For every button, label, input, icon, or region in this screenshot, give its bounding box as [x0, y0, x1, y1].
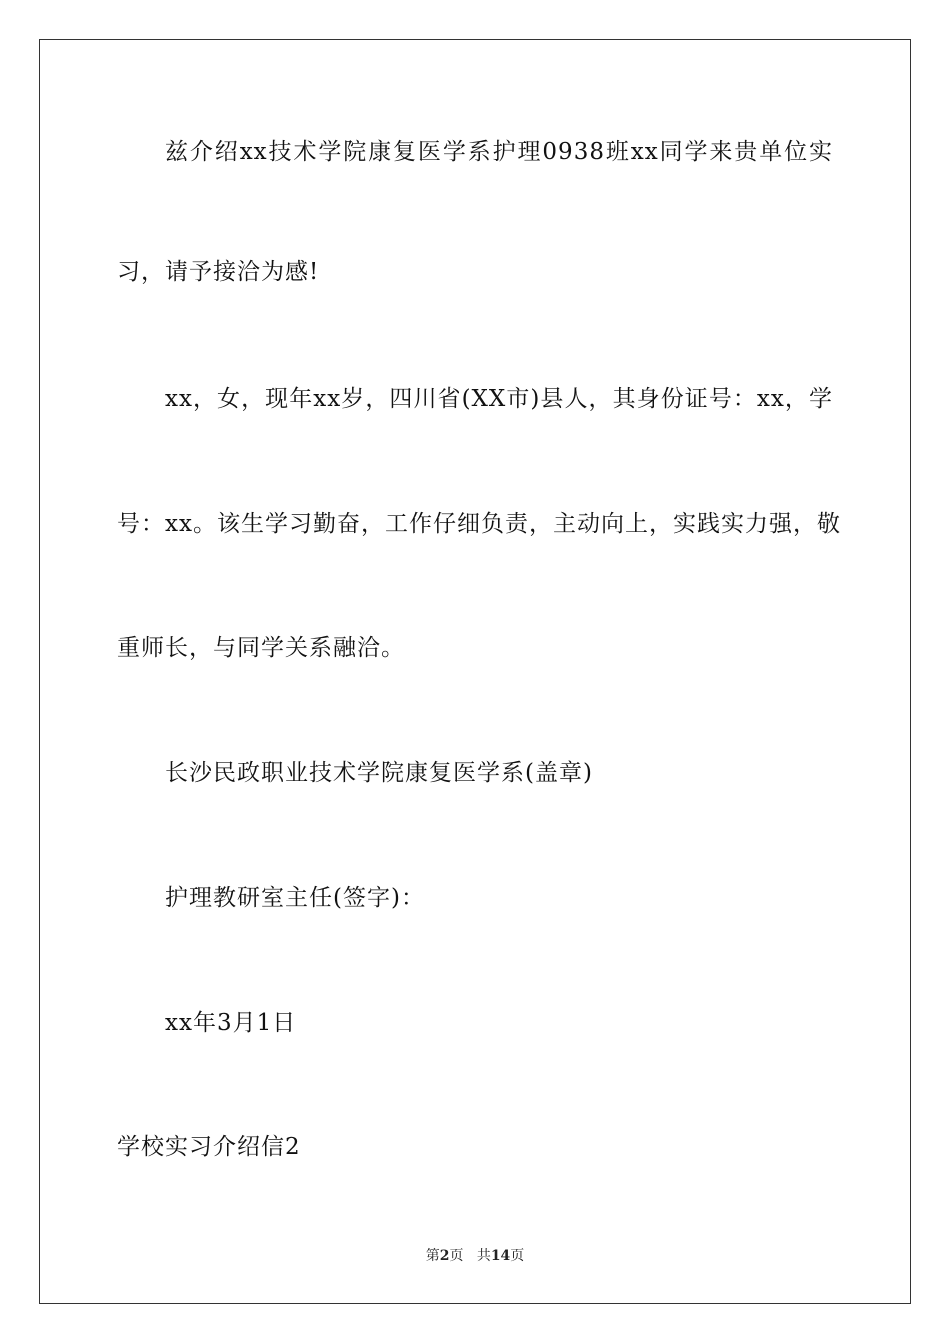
paragraph-line-4: 号：xx。该生学习勤奋，工作仔细负责，主动向上，实践实力强，敬 — [117, 511, 841, 537]
signature-line: 护理教研室主任(签字)： — [165, 885, 425, 911]
section-heading: 学校实习介绍信2 — [117, 1134, 301, 1160]
page-footer — [0, 1247, 950, 1265]
paragraph-line-2: 习，请予接洽为感! — [117, 259, 320, 285]
department-seal-line: 长沙民政职业技术学院康复医学系(盖章) — [165, 760, 593, 786]
paragraph-line-3: xx，女，现年xx岁，四川省(XX市)县人，其身份证号：xx，学 — [165, 386, 833, 412]
footer-page-suffix: 页 — [449, 1248, 464, 1264]
page-frame — [39, 39, 911, 1304]
date-line: xx年3月1日 — [165, 1010, 297, 1036]
footer-total-number: 14 — [490, 1248, 511, 1264]
footer-page-number: 2 — [439, 1248, 450, 1264]
footer-page-prefix: 第 — [425, 1248, 440, 1264]
footer-total-prefix: 共 — [476, 1248, 491, 1264]
footer-total-suffix: 页 — [510, 1248, 525, 1264]
paragraph-line-5: 重师长，与同学关系融洽。 — [117, 635, 405, 661]
paragraph-line-1: 兹介绍xx技术学院康复医学系护理0938班xx同学来贵单位实 — [165, 139, 833, 165]
